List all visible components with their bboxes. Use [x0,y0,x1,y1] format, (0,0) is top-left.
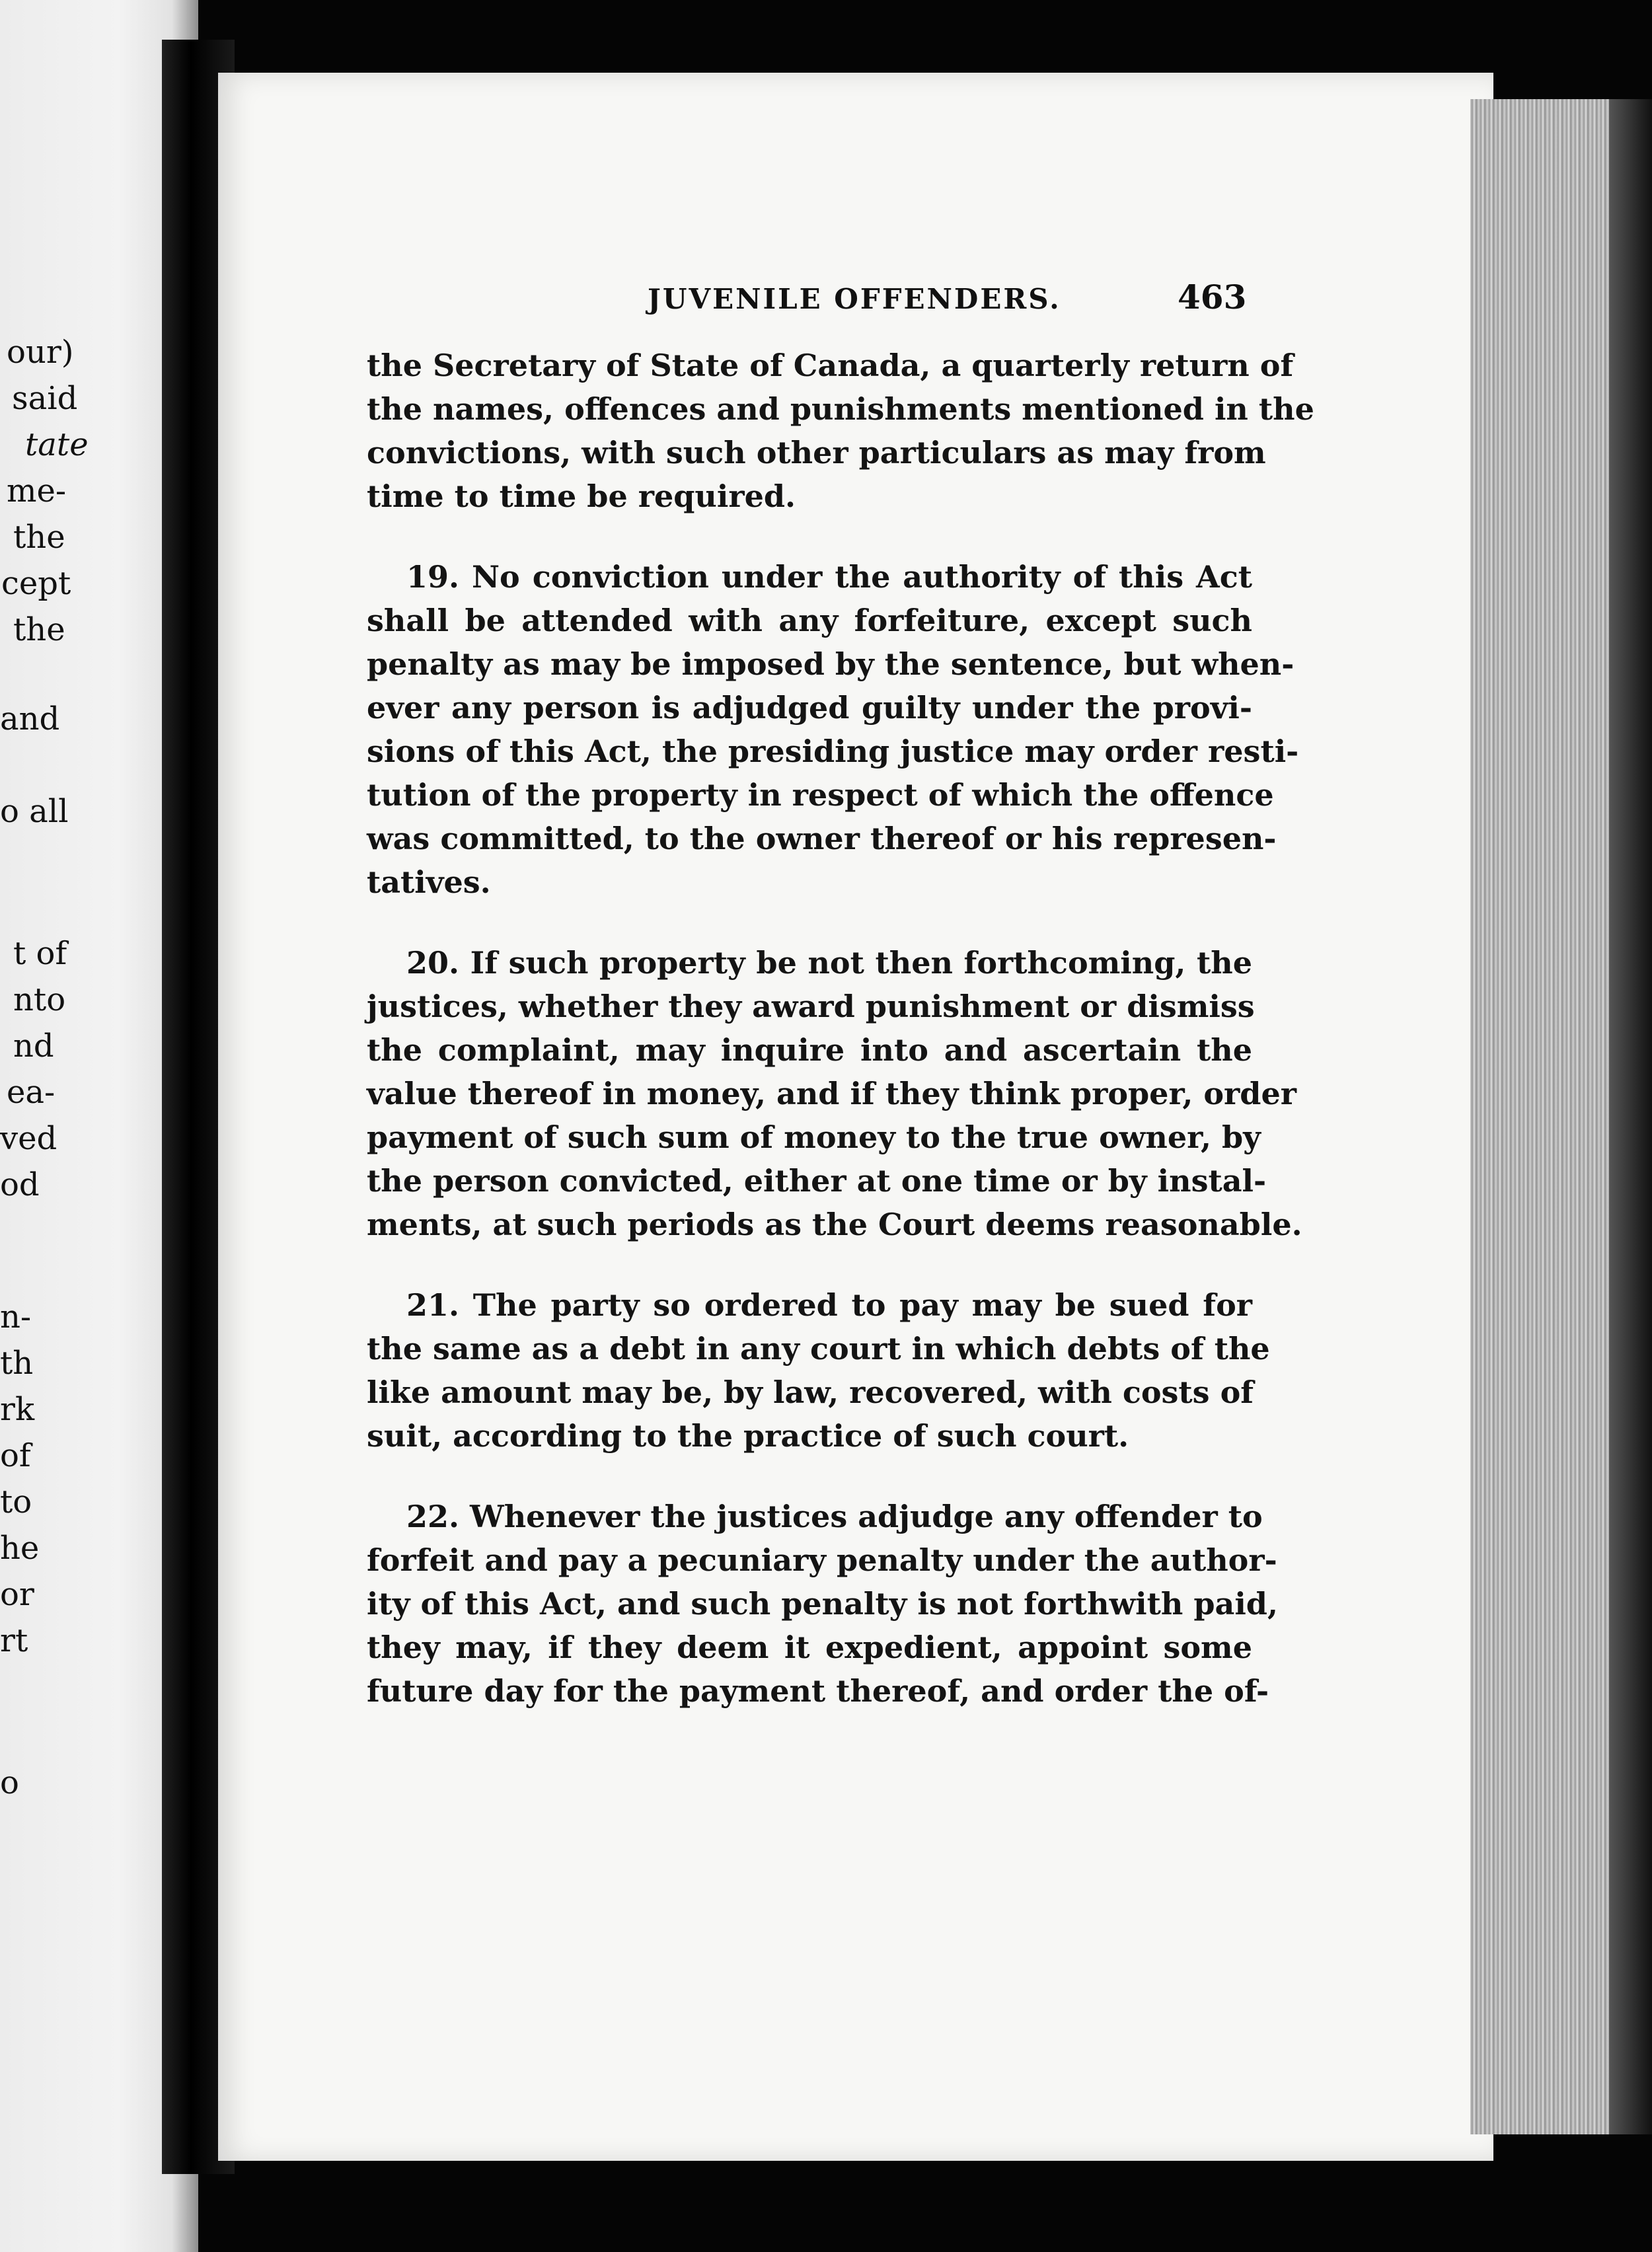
left-fragment: tate [25,426,89,463]
left-fragment: nto [13,981,66,1018]
text-line: the names, offences and punishments mentioned in the [367,391,1314,427]
page-edge-stack [1470,99,1609,2134]
text-line: the same as a debt in any court in which debts of the [367,1331,1270,1367]
page-number: 463 [1178,278,1247,317]
text-line: ity of this Act, and such penalty is not forthwith paid, [367,1586,1278,1622]
left-fragment: t of [13,935,67,972]
left-fragment: ea- [7,1074,56,1111]
text-line: the complaint, may inquire into and ascertain the [367,1032,1252,1068]
left-fragment: cept [1,565,71,602]
left-fragment: the [13,519,65,556]
text-line: future day for the payment thereof, and order the of- [367,1673,1269,1709]
text-line: the Secretary of State of Canada, a quarterly return of [367,348,1294,383]
text-line: 22. Whenever the justices adjudge any offender to [406,1499,1263,1534]
section-19 [367,555,1299,904]
text-line: convictions, with such other particulars as may from [367,435,1266,470]
text-line: like amount may be, by law, recovered, with costs of [367,1374,1254,1410]
text-line: ever any person is adjudged guilty under the provi- [367,690,1252,726]
text-line: tatives. [367,864,491,900]
text-line: penalty as may be imposed by the sentence, but when- [367,646,1295,682]
text-line: was committed, to the owner thereof or his represen- [367,821,1277,856]
text-line: payment of such sum of money to the true owner, by [367,1119,1261,1155]
text-line: shall be attended with any forfeiture, except such [367,603,1252,638]
text-line: 21. The party so ordered to pay may be sued for [406,1287,1252,1323]
left-fragment: ved [0,1120,57,1157]
text-line: ments, at such periods as the Court deems reasonable. [367,1207,1302,1242]
left-fragment: said [12,380,78,417]
left-fragment: o [0,1764,19,1801]
left-fragment: rt [0,1622,28,1659]
text-line: justices, whether they award punishment or dismiss [367,989,1255,1024]
left-fragment: to [0,1483,32,1520]
text-line: the person convicted, either at one time or by instal- [367,1163,1267,1199]
left-fragment: me- [7,472,67,509]
section-22 [367,1495,1278,1713]
left-fragment: our) [7,334,74,371]
left-fragment: and [0,700,60,737]
left-fragment: od [0,1166,40,1203]
text-line: forfeit and pay a pecuniary penalty under the author- [367,1542,1277,1578]
text-line: value thereof in money, and if they think proper, order [367,1076,1296,1111]
text-line: tution of the property in respect of which the offence [367,777,1274,813]
left-fragment: the [13,611,65,648]
text-line: 20. If such property be not then forthcoming, the [406,945,1252,981]
text-line: 19. No conviction under the authority of this Act [406,559,1252,595]
text-line: time to time be required. [367,478,796,514]
left-fragment: rk [0,1391,35,1428]
left-fragment: o all [0,793,69,830]
section-21 [367,1283,1270,1458]
left-fragment: or [0,1576,34,1613]
page-edge-shadow [1609,99,1652,2134]
section-20 [367,941,1302,1246]
left-fragment: of [0,1437,31,1474]
paragraph-continuation [367,344,1314,518]
running-head: JUVENILE OFFENDERS. [648,283,1061,315]
left-fragment: nd [13,1028,54,1065]
text-line: sions of this Act, the presiding justice may order resti- [367,733,1299,769]
text-line: they may, if they deem it expedient, appoint some [367,1630,1252,1665]
body-text [367,344,1314,1713]
text-line: suit, according to the practice of such court. [367,1418,1129,1454]
left-fragment: th [0,1345,34,1382]
left-fragment: n- [0,1298,32,1335]
left-fragment: he [0,1530,40,1567]
